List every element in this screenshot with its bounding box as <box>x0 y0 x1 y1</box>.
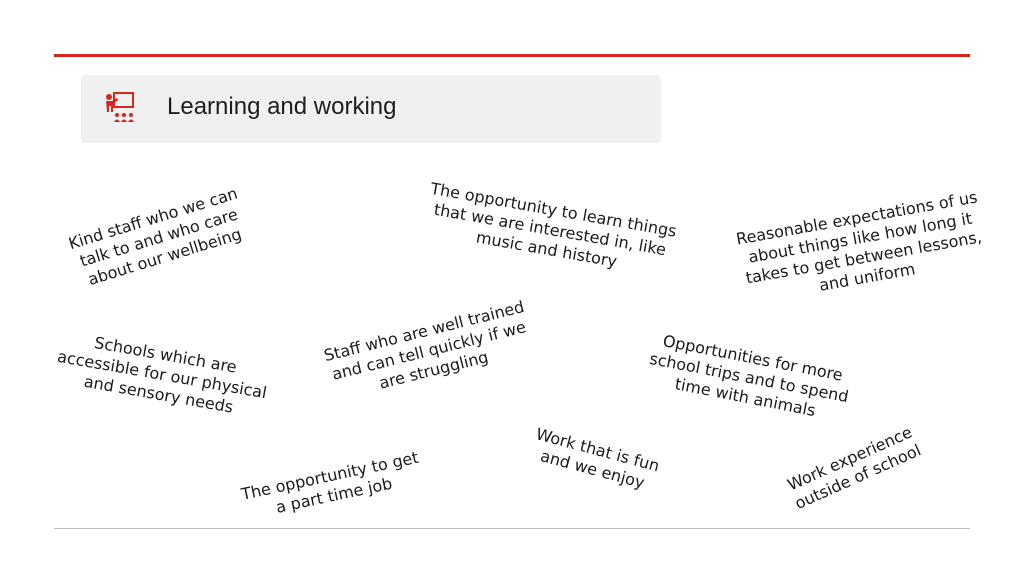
note-school-trips: Opportunities for more school trips and to spend time with animals <box>648 331 851 421</box>
note-kind-staff: Kind staff who we can talk to and who care about our wellbeing <box>66 183 244 290</box>
page-title: Learning and working <box>167 93 397 120</box>
note-part-time-job: The opportunity to get a part time job <box>239 447 421 517</box>
note-learn-interests: The opportunity to learn things that we are interested in, like music and history <box>429 178 679 271</box>
note-work-experience: Work experience outside of school <box>784 422 924 513</box>
bottom-divider <box>54 528 970 529</box>
title-banner <box>81 75 661 143</box>
note-fun-work: Work that is fun and we enjoy <box>533 424 662 493</box>
note-accessible-schools: Schools which are accessible for our physical and sensory needs <box>55 332 269 417</box>
top-divider <box>54 54 970 57</box>
teacher-classroom-icon <box>103 91 137 125</box>
note-well-trained-staff: Staff who are well trained and can tell quickly if we are struggling <box>322 297 528 393</box>
note-reasonable-expectations: Reasonable expectations of us about things like how long it takes to get between lessons, and uniform <box>734 187 984 295</box>
